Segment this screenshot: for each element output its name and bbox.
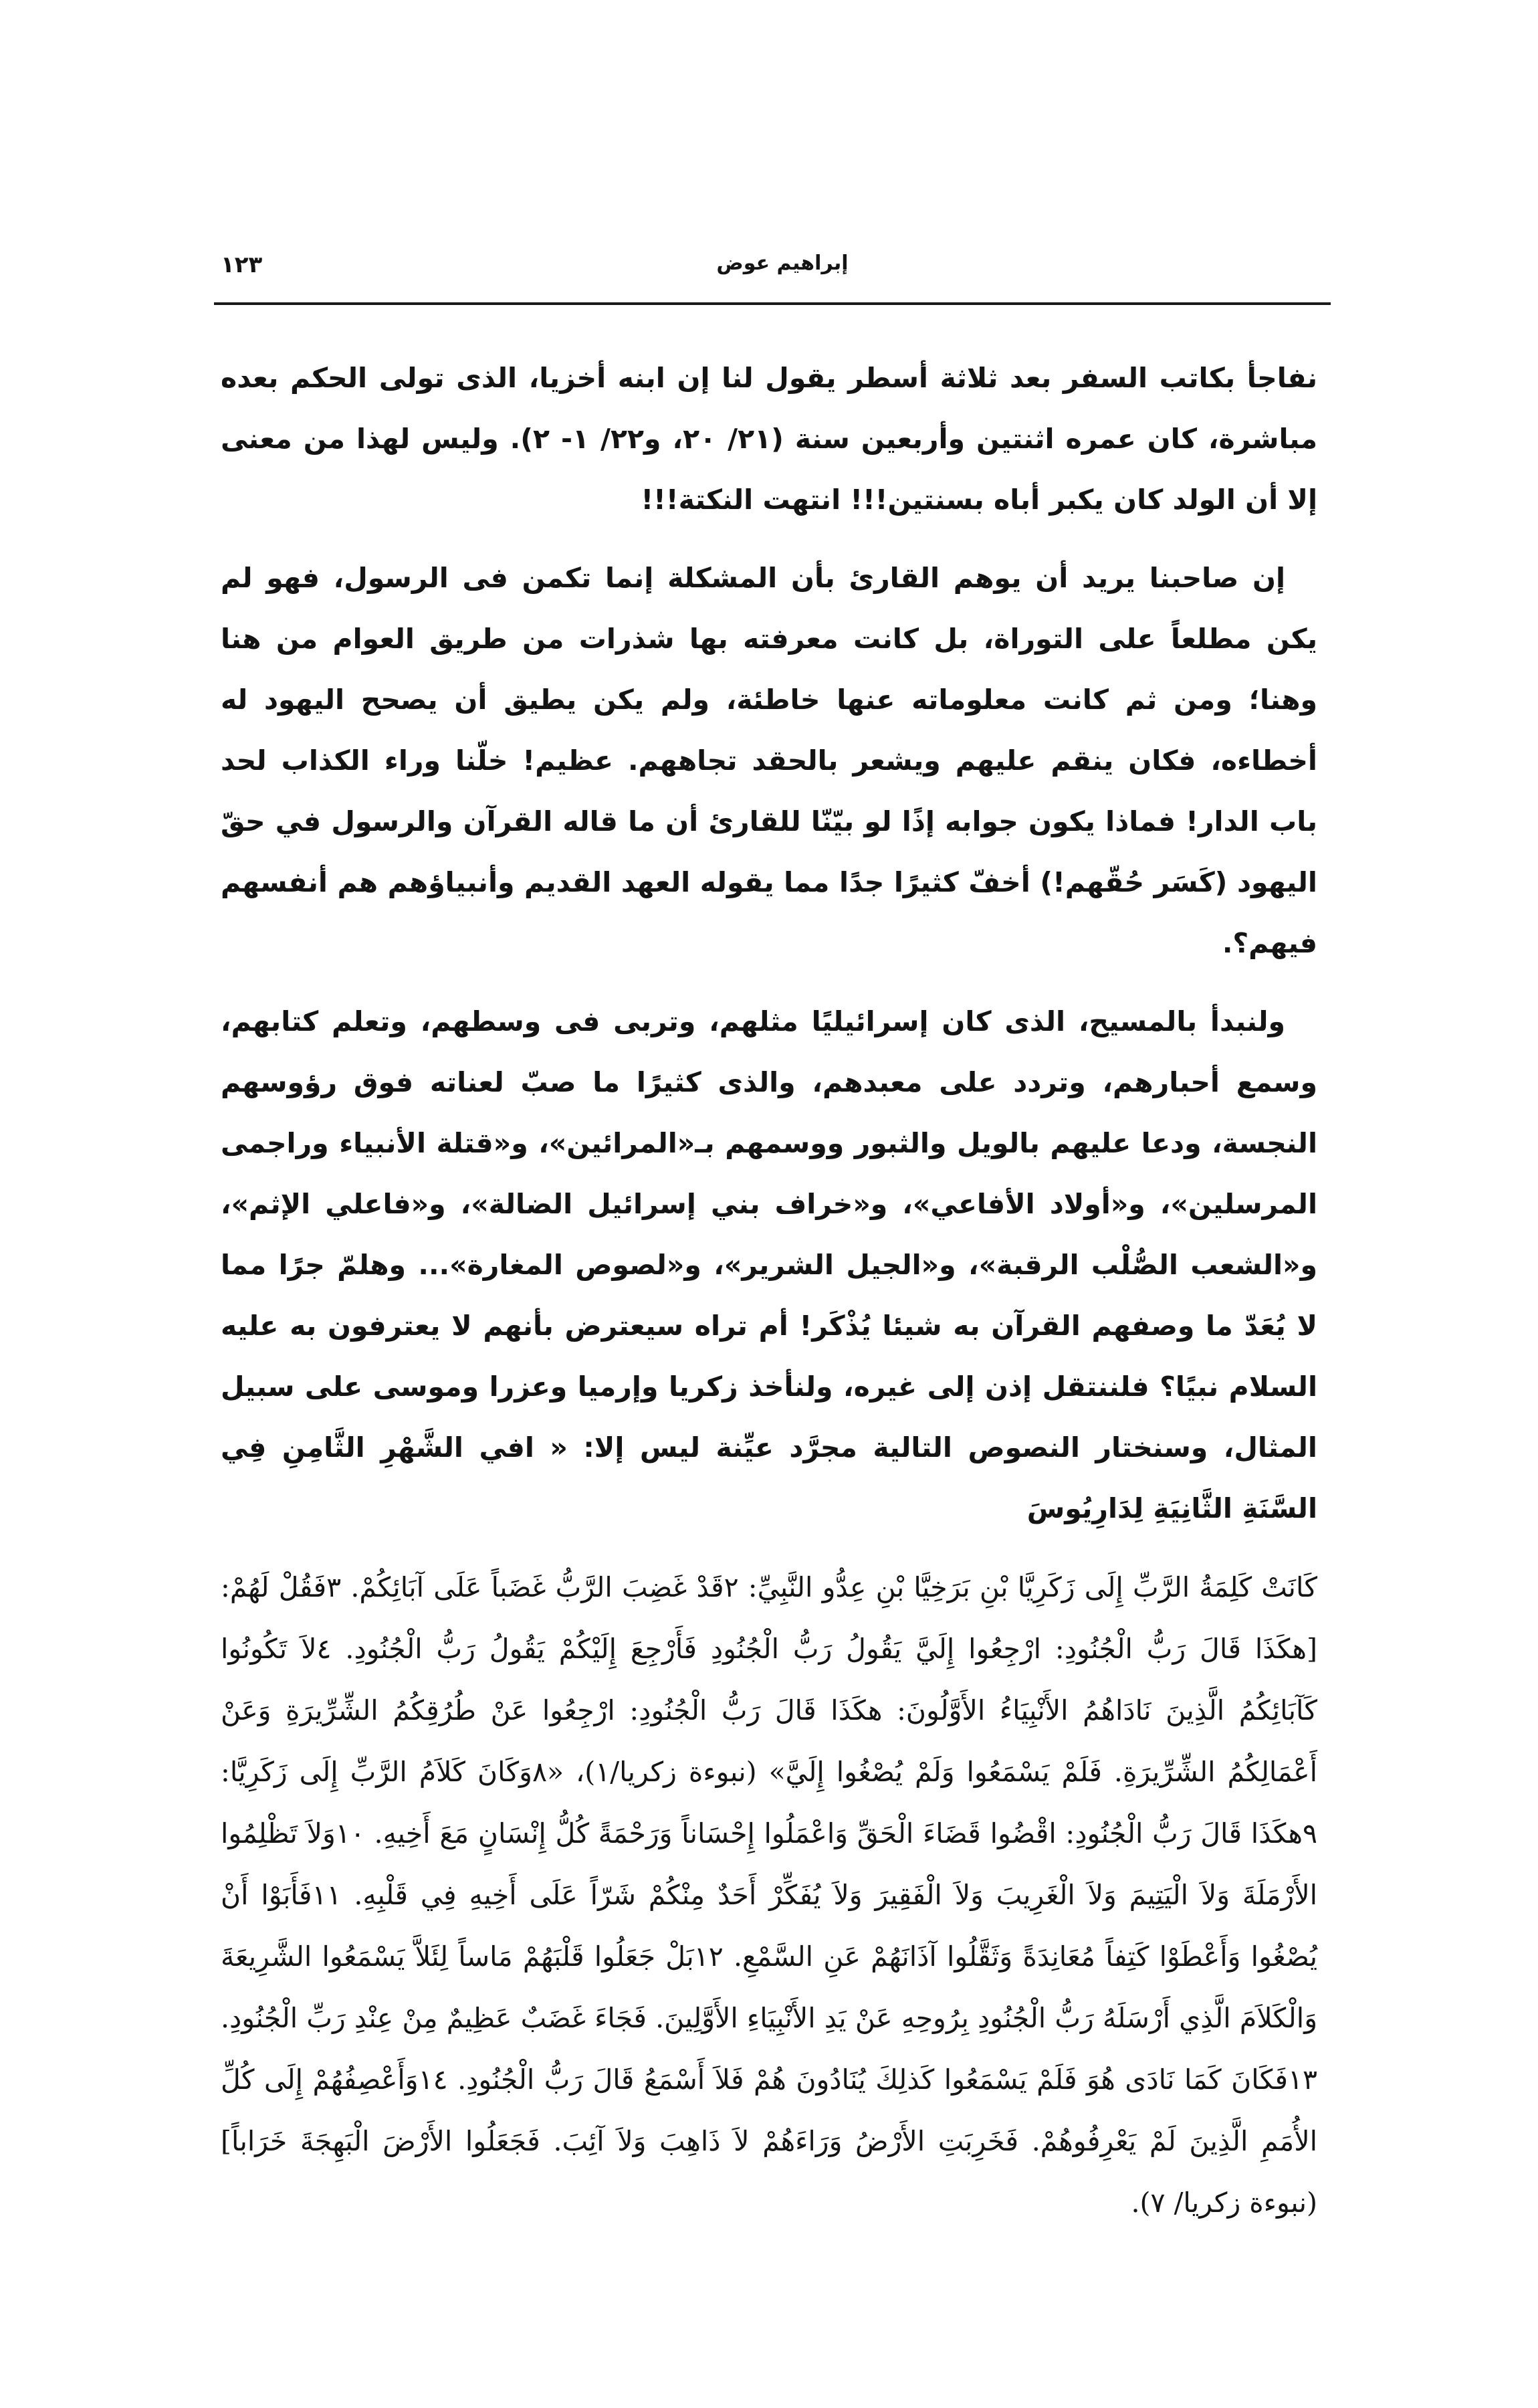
page-body (221, 348, 1317, 2251)
paragraph-1: نفاجأ بكاتب السفر بعد ثلاثة أسطر يقول لنا إن ابنه أخزيا، الذى تولى الحكم بعده مباشرة، كان عمره اثنتين وأربعين سنة (٢١/ ٢٠، و٢٢/ ١- ٢). وليس لهذا من معنى إلا أن الولد كان يكبر أباه بسنتين!!! انتهت النكتة!!! (221, 362, 1318, 516)
paragraph-3: ولنبدأ بالمسيح، الذى كان إسرائيليًا مثلهم، وتربى فى وسطهم، وتعلم كتابهم، وسمع أحبارهم، وتردد على معبدهم، والذى كثيرًا ما صبّ لعناته فوق رؤوسهم النجسة، ودعا عليهم بالويل والثبور ووسمهم بـ«المرائين»، و«قتلة الأنبياء وراجمى المرسلين»، و«أولاد الأفاعي»، و«خراف بني إسرائيل الضالة»، و«فاعلي الإثم»، و«الشعب الصُّلْب الرقبة»، و«الجيل الشرير»، و«لصوص المغارة»... وهلمّ جرًا مما لا يُعَدّ ما وصفهم القرآن به شيئا يُذْكَر! أم تراه سيعترض بأنهم لا يعترفون به عليه السلام نبيًا؟ فلننتقل إذن إلى غيره، ولنأخذ زكريا وإرميا وعزرا وموسى على سبيل المثال، وسنختار النصوص التالية مجرَّد عيِّنة ليس إلا: « افي الشَّهْرِ الثَّامِنِ فِي السَّنَةِ الثَّانِيَةِ لِدَارِيُوسَ (221, 1005, 1317, 1524)
scripture-quote: كَانَتْ كَلِمَةُ الرَّبِّ إِلَى زَكَرِيَّا بْنِ بَرَخِيَّا بْنِ عِدُّو النَّبِيِّ: ٢قَدْ غَضِبَ الرَّبُّ غَضَباً عَلَى آبَائِكُمْ. ٣فَقُلْ لَهُمْ: [هكَذَا قَالَ رَبُّ الْجُنُودِ: ارْجِعُوا إِلَيَّ يَقُولُ رَبُّ الْجُنُودِ فَأَرْجِعَ إِلَيْكُمْ يَقُولُ رَبُّ الْجُنُودِ. ٤لاَ تَكُونُوا كَآبَائِكُمُ الَّذِينَ نَادَاهُمُ الأَنْبِيَاءُ الأَوَّلُونَ: هكَذَا قَالَ رَبُّ الْجُنُودِ: ارْجِعُوا عَنْ طُرُقِكُمُ الشِّرِّيرَةِ وَعَنْ أَعْمَالِكُمُ الشِّرِّيرَةِ. فَلَمْ يَسْمَعُوا وَلَمْ يُصْغُوا إِلَيَّ» (نبوءة زكريا/١)، «٨وَكَانَ كَلاَمُ الرَّبِّ إِلَى زَكَرِيَّا: ٩هكَذَا قَالَ رَبُّ الْجُنُودِ: اقْضُوا قَضَاءَ الْحَقِّ وَاعْمَلُوا إِحْسَاناً وَرَحْمَةً كُلُّ إِنْسَانٍ مَعَ أَخِيهِ. ١٠وَلاَ تَظْلِمُوا الأَرْمَلَةَ وَلاَ الْيَتِيمَ وَلاَ الْغَرِيبَ وَلاَ الْفَقِيرَ وَلاَ يُفَكِّرْ أَحَدٌ مِنْكُمْ شَرّاً عَلَى أَخِيهِ فِي قَلْبِهِ. ١١فَأَبَوْا أَنْ يُصْغُوا وَأَعْطَوْا كَتِفاً مُعَانِدَةً وَثَقَّلُوا آذَانَهُمْ عَنِ السَّمْعِ. ١٢بَلْ جَعَلُوا قَلْبَهُمْ مَاساً لِئَلاَّ يَسْمَعُوا الشَّرِيعَةَ وَالْكَلاَمَ الَّذِي أَرْسَلَهُ رَبُّ الْجُنُودِ بِرُوحِهِ عَنْ يَدِ الأَنْبِيَاءِ الأَوَّلِينَ. فَجَاءَ غَضَبٌ عَظِيمٌ مِنْ عِنْدِ رَبِّ الْجُنُودِ. ١٣فَكَانَ كَمَا نَادَى هُوَ فَلَمْ يَسْمَعُوا كَذلِكَ يُنَادُونَ هُمْ فَلاَ أَسْمَعُ قَالَ رَبُّ الْجُنُودِ. ١٤وَأَعْصِفُهُمْ إِلَى كُلِّ الأُمَمِ الَّذِينَ لَمْ يَعْرِفُوهُمْ. فَخَرِبَتِ الأَرْضُ وَرَاءَهُمْ لاَ ذَاهِبَ وَلاَ آئِبَ. فَجَعَلُوا الأَرْضَ الْبَهِجَةَ خَرَاباً] (نبوءة زكريا/ ٧). (221, 1571, 1318, 2219)
header-divider (214, 302, 1331, 305)
running-head: إبراهيم عوض (716, 252, 849, 275)
page-number: ١٢٣ (221, 252, 263, 278)
page-header (221, 247, 1324, 288)
paragraph-2: إن صاحبنا يريد أن يوهم القارئ بأن المشكلة إنما تكمن فى الرسول، فهو لم يكن مطلعاً على التوراة، بل كانت معرفته بها شذرات من طريق العوام من هنا وهنا؛ ومن ثم كانت معلوماته عنها خاطئة، ولم يكن يطيق أن يصحح اليهود له أخطاءه، فكان ينقم عليهم ويشعر بالحقد تجاههم. عظيم! خلّنا وراء الكذاب لحد باب الدار! فماذا يكون جوابه إذًا لو بيّنّا للقارئ أن ما قاله القرآن والرسول في حقّ اليهود (كَسَر حُقّهم!) أخفّ كثيرًا جدًا مما يقوله العهد القديم وأنبياؤهم هم أنفسهم فيهم؟. (221, 562, 1317, 959)
